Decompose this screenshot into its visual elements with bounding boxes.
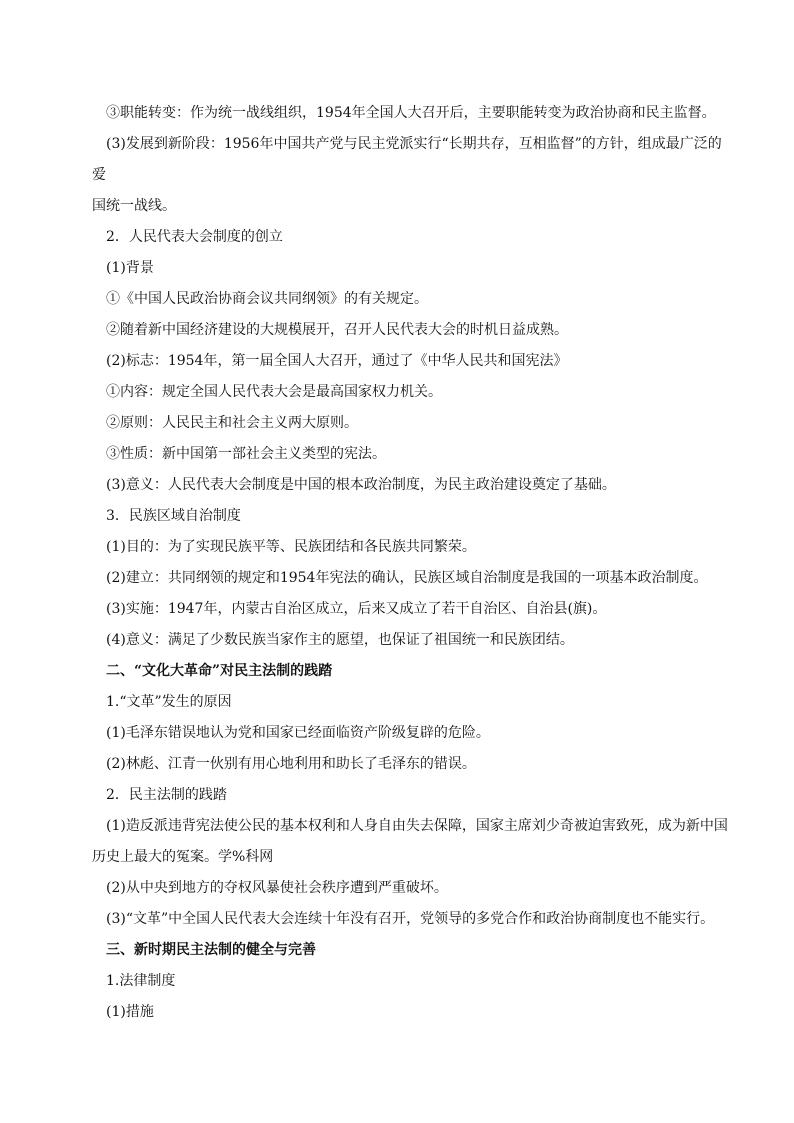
paragraph-autonomy-significance: (4)意义：满足了少数民族当家作主的愿望，也保证了祖国统一和民族团结。: [106, 632, 574, 648]
paragraph-purpose: (1)目的：为了实现民族平等、民族团结和各民族共同繁荣。: [106, 539, 476, 555]
paragraph-symbol: (2)标志：1954年，第一届全国人大召开，通过了《中华人民共和国宪法》: [106, 353, 568, 369]
paragraph-implementation: (3)实施：1947年，内蒙古自治区成立，后来又成立了若干自治区、自治县(旗)。: [106, 601, 607, 617]
subheading-trampling-law: 2．民主法制的践踏: [106, 787, 227, 803]
paragraph-economic-construction: ②随着新中国经济建设的大规模展开，召开人民代表大会的时机日益成熟。: [106, 322, 568, 338]
paragraph-mao-error: (1)毛泽东错误地认为党和国家已经面临资产阶级复辟的危险。: [106, 725, 490, 741]
paragraph-common-program: ①《中国人民政治协商会议共同纲领》的有关规定。: [106, 291, 428, 307]
section-heading-regional-autonomy: 3．民族区域自治制度: [106, 508, 241, 524]
document-body: [92, 98, 732, 1028]
paragraph-lin-jiang: (2)林彪、江青一伙别有用心地利用和助长了毛泽东的错误。: [106, 756, 476, 772]
chapter-heading-cultural-revolution: 二、“文化大革命”对民主法制的践踏: [106, 663, 333, 679]
paragraph-power-storm: (2)从中央到地方的夺权风暴使社会秩序遭到严重破坏。: [106, 880, 448, 896]
paragraph-significance: (3)意义：人民代表大会制度是中国的根本政治制度，为民主政治建设奠定了基础。: [106, 477, 616, 493]
paragraph-npc-suspended: (3)“文革”中全国人民代表大会连续十年没有召开，党领导的多党合作和政治协商制度也不能实行。: [106, 911, 715, 927]
paragraph-function-shift: ③职能转变：作为统一战线组织，1954年全国人大召开后，主要职能转变为政治协商和民主监督。: [106, 105, 716, 121]
paragraph-content: ①内容：规定全国人民代表大会是最高国家权力机关。: [106, 384, 442, 400]
paragraph-new-stage-line-2: 国统一战线。: [92, 198, 176, 214]
subheading-causes: 1.“文革”发生的原因: [106, 694, 232, 710]
subheading-background: (1)背景: [106, 260, 154, 276]
subheading-legal-system: 1.法律制度: [106, 973, 176, 989]
paragraph-establishment: (2)建立：共同纲领的规定和1954年宪法的确认，民族区域自治制度是我国的一项基本政治制度。: [106, 570, 708, 586]
paragraph-rebels-line-2: 历史上最大的冤案。学%科网: [92, 849, 274, 865]
paragraph-principles: ②原则：人民民主和社会主义两大原则。: [106, 415, 358, 431]
paragraph-new-stage-line-1: (3)发展到新阶段：1956年中国共产党与民主党派实行“长期共存，互相监督”的方针，组成最广泛的爱: [92, 136, 722, 183]
subheading-measures: (1)措施: [106, 1004, 154, 1020]
chapter-heading-new-era: 三、新时期民主法制的健全与完善: [106, 942, 316, 958]
section-heading-npc-system: 2．人民代表大会制度的创立: [106, 229, 283, 245]
paragraph-rebels-line-1: (1)造反派违背宪法使公民的基本权利和人身自由失去保障，国家主席刘少奇被迫害致死，成为新中国: [106, 818, 728, 834]
paragraph-nature: ③性质：新中国第一部社会主义类型的宪法。: [106, 446, 386, 462]
